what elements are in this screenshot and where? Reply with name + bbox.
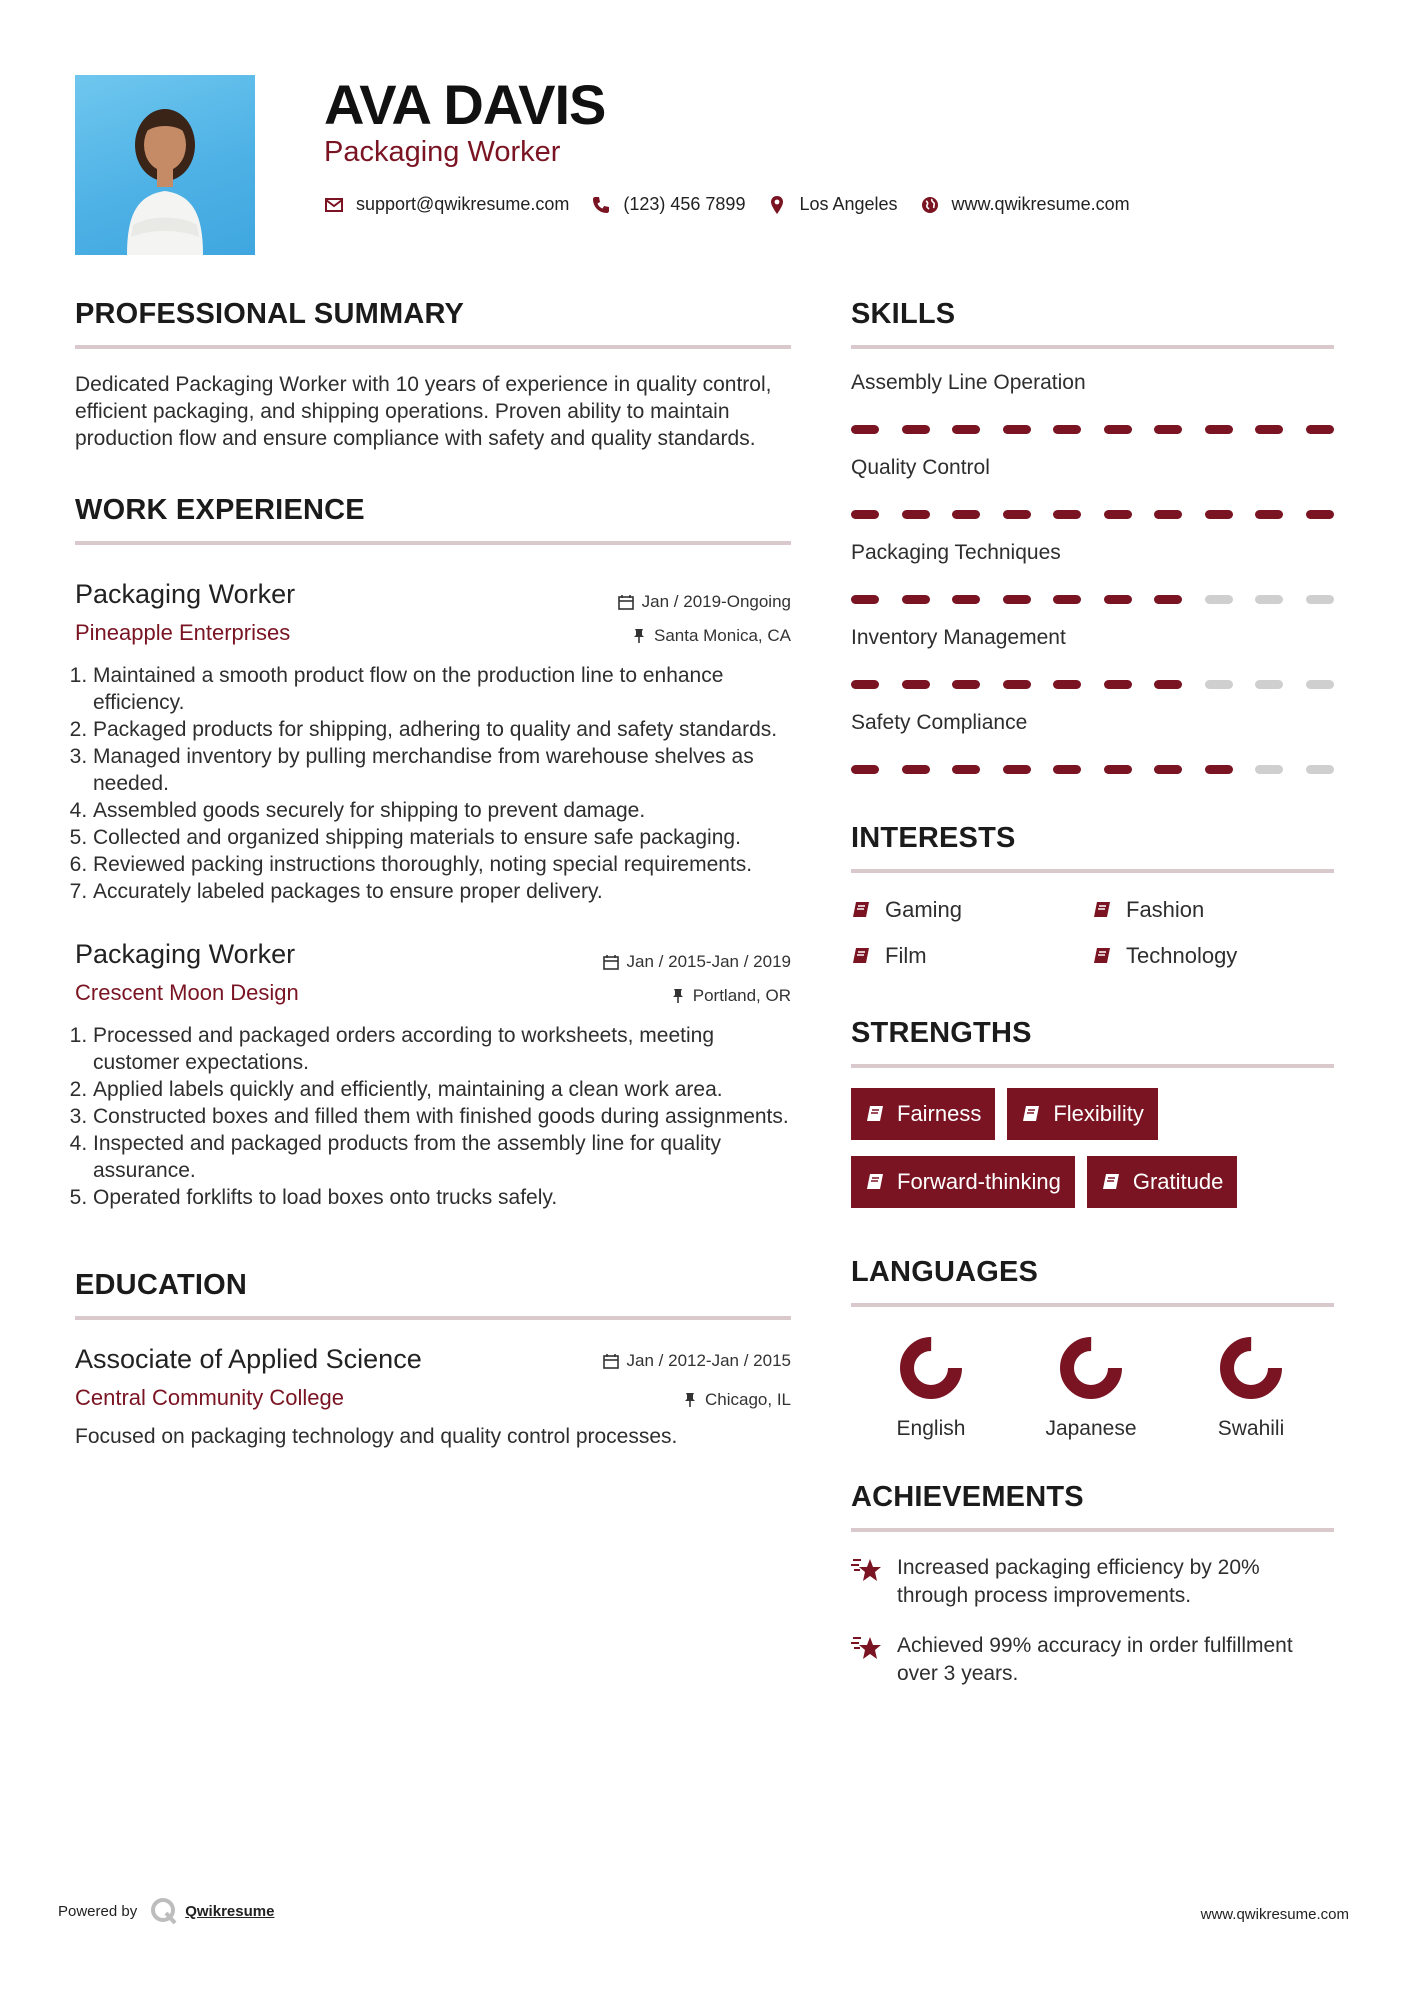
school-name: Central Community College xyxy=(75,1385,344,1410)
duty-item: 3. Managed inventory by pulling merchandise from warehouse shelves as needed. xyxy=(93,743,791,797)
job-dates: Jan / 2019-Ongoing xyxy=(641,592,791,611)
achievement-text: Increased packaging efficiency by 20% through process improvements. xyxy=(897,1556,1260,1607)
achievement-item xyxy=(851,1632,1334,1688)
education-entry xyxy=(75,1344,791,1450)
skill-level-segment xyxy=(902,510,930,519)
job-meta xyxy=(618,585,791,653)
education-description: Focused on packaging technology and quality control processes. xyxy=(75,1425,678,1448)
qwikresume-logo-icon xyxy=(149,1896,179,1926)
skill-level-segment xyxy=(1205,765,1233,774)
pin-icon xyxy=(671,988,685,1004)
languages-section xyxy=(851,1256,1334,1441)
strength-tag xyxy=(851,1088,995,1140)
skill-level-segment xyxy=(902,680,930,689)
achievements-heading: ACHIEVEMENTS xyxy=(851,1481,1334,1532)
strength-label: Flexibility xyxy=(1053,1101,1144,1126)
skill-level-bar xyxy=(851,425,1334,434)
skill-label: Quality Control xyxy=(851,456,990,479)
language-level-ring xyxy=(896,1333,966,1403)
job-duties xyxy=(75,1022,791,1211)
summary-text: Dedicated Packaging Worker with 10 years of experience in quality control, efficient packaging, and shipping operations. Proven ability to maintain production flow and ensure compliance with safety and quality standards. xyxy=(75,373,772,450)
contact-phone[interactable] xyxy=(591,194,745,215)
education-dates: Jan / 2012-Jan / 2015 xyxy=(626,1351,791,1370)
skill-level-segment xyxy=(1255,765,1283,774)
book-icon xyxy=(851,900,871,920)
skill-level-segment xyxy=(1104,510,1132,519)
skill-level-segment xyxy=(1053,680,1081,689)
skill-level-segment xyxy=(952,680,980,689)
language-name: Japanese xyxy=(1045,1417,1137,1440)
skill-item xyxy=(851,711,1334,774)
skill-level-segment xyxy=(1053,765,1081,774)
interest-label: Film xyxy=(885,943,927,968)
strengths-list xyxy=(851,1088,1334,1224)
skill-level-segment xyxy=(1255,425,1283,434)
interest-item xyxy=(851,943,1092,969)
book-icon xyxy=(1101,1172,1121,1192)
language-name: Swahili xyxy=(1217,1417,1285,1440)
skill-level-segment xyxy=(851,765,879,774)
website-text[interactable]: www.qwikresume.com xyxy=(951,194,1130,214)
interest-item xyxy=(1092,897,1333,923)
skills-list xyxy=(851,371,1334,774)
job-location: Portland, OR xyxy=(692,986,791,1005)
job-title: Packaging Worker xyxy=(75,579,296,609)
calendar-icon xyxy=(603,1353,619,1369)
language-item xyxy=(851,1333,1011,1441)
skill-level-segment xyxy=(1053,595,1081,604)
skill-level-segment xyxy=(1003,510,1031,519)
skill-level-segment xyxy=(1003,680,1031,689)
strengths-section xyxy=(851,1017,1334,1224)
job-duties xyxy=(75,662,791,905)
skill-level-bar xyxy=(851,680,1334,689)
contact-website[interactable] xyxy=(920,194,1130,215)
skill-level-segment xyxy=(1154,765,1182,774)
book-icon xyxy=(865,1172,885,1192)
contact-location xyxy=(767,194,897,215)
duty-item: 5. Operated forklifts to load boxes onto trucks safely. xyxy=(93,1184,791,1211)
skill-level-segment xyxy=(851,680,879,689)
job-meta xyxy=(603,945,791,1013)
job-entry xyxy=(75,939,791,1211)
interest-label: Technology xyxy=(1126,943,1238,968)
phone-icon xyxy=(591,195,611,215)
calendar-icon xyxy=(603,954,619,970)
education-heading: EDUCATION xyxy=(75,1269,791,1320)
skill-level-segment xyxy=(851,595,879,604)
globe-icon xyxy=(920,195,940,215)
degree-title: Associate of Applied Science xyxy=(75,1344,422,1374)
pin-icon xyxy=(632,628,646,644)
job-entry xyxy=(75,579,791,905)
skill-level-segment xyxy=(1003,595,1031,604)
star-award-icon xyxy=(851,1634,883,1662)
skill-level-segment xyxy=(1003,425,1031,434)
duty-item: 1. Maintained a smooth product flow on the production line to enhance efficiency. xyxy=(93,662,791,716)
strength-tag xyxy=(851,1156,1075,1208)
interest-label: Gaming xyxy=(885,897,963,922)
book-icon xyxy=(851,946,871,966)
skill-level-segment xyxy=(952,510,980,519)
right-column xyxy=(851,298,1334,1688)
skill-level-segment xyxy=(1255,595,1283,604)
book-icon xyxy=(1021,1104,1041,1124)
skill-level-segment xyxy=(1306,680,1334,689)
job-company: Crescent Moon Design xyxy=(75,980,299,1005)
book-icon xyxy=(1092,900,1112,920)
email-text[interactable]: support@qwikresume.com xyxy=(356,194,570,214)
pin-icon xyxy=(683,1392,697,1408)
footer-powered xyxy=(58,1896,274,1926)
skill-level-segment xyxy=(1104,680,1132,689)
skill-level-segment xyxy=(1306,595,1334,604)
left-column xyxy=(75,298,791,1450)
skills-heading: SKILLS xyxy=(851,298,1334,349)
skill-label: Safety Compliance xyxy=(851,711,1028,734)
job-dates: Jan / 2015-Jan / 2019 xyxy=(626,952,791,971)
duty-item: 6. Reviewed packing instructions thoroughly, noting special requirements. xyxy=(93,851,791,878)
contact-email[interactable] xyxy=(324,194,569,215)
profile-photo xyxy=(75,75,255,255)
achievement-text: Achieved 99% accuracy in order fulfillment over 3 years. xyxy=(897,1634,1293,1685)
footer-website[interactable]: www.qwikresume.com xyxy=(1200,1906,1349,1923)
duty-item: 7. Accurately labeled packages to ensure proper delivery. xyxy=(93,878,791,905)
skill-level-segment xyxy=(851,510,879,519)
book-icon xyxy=(865,1104,885,1124)
language-item xyxy=(1011,1333,1171,1441)
duty-item: 3. Constructed boxes and filled them with finished goods during assignments. xyxy=(93,1103,791,1130)
skill-level-bar xyxy=(851,765,1334,774)
language-item xyxy=(1171,1333,1331,1441)
interests-section xyxy=(851,822,1334,969)
strength-tag xyxy=(1007,1088,1157,1140)
experience-heading: WORK EXPERIENCE xyxy=(75,494,791,545)
location-text: Los Angeles xyxy=(799,194,898,214)
interest-item xyxy=(851,897,1092,923)
skill-level-segment xyxy=(1205,510,1233,519)
strengths-heading: STRENGTHS xyxy=(851,1017,1334,1068)
skill-level-segment xyxy=(1255,510,1283,519)
language-name: English xyxy=(896,1417,966,1440)
skill-label: Packaging Techniques xyxy=(851,541,1061,564)
candidate-name: AVA DAVIS xyxy=(324,73,606,136)
education-meta xyxy=(603,1344,791,1422)
language-level-ring xyxy=(1216,1333,1286,1403)
skill-level-segment xyxy=(902,595,930,604)
map-pin-icon xyxy=(767,195,787,215)
skill-level-segment xyxy=(1255,680,1283,689)
candidate-title: Packaging Worker xyxy=(324,136,561,168)
language-level-ring xyxy=(1056,1333,1126,1403)
languages-list xyxy=(851,1333,1334,1441)
strength-label: Gratitude xyxy=(1132,1169,1224,1194)
summary-section xyxy=(75,298,791,452)
skill-item xyxy=(851,371,1334,434)
strength-tag xyxy=(1087,1156,1238,1208)
skill-level-segment xyxy=(1053,425,1081,434)
skill-level-segment xyxy=(1154,595,1182,604)
duty-item: 4. Inspected and packaged products from the assembly line for quality assurance. xyxy=(93,1130,791,1184)
education-section xyxy=(75,1269,791,1450)
star-award-icon xyxy=(851,1556,883,1584)
languages-heading: LANGUAGES xyxy=(851,1256,1334,1307)
skill-item xyxy=(851,626,1334,689)
contact-bar xyxy=(324,194,1152,215)
interests-list xyxy=(851,897,1334,969)
skill-level-segment xyxy=(952,425,980,434)
achievements-section xyxy=(851,1481,1334,1688)
skill-level-bar xyxy=(851,510,1334,519)
duty-item: 5. Collected and organized shipping materials to ensure safe packaging. xyxy=(93,824,791,851)
skill-level-segment xyxy=(902,425,930,434)
duty-item: 4. Assembled goods securely for shipping to prevent damage. xyxy=(93,797,791,824)
skill-level-bar xyxy=(851,595,1334,604)
skill-level-segment xyxy=(1003,765,1031,774)
education-location: Chicago, IL xyxy=(705,1390,791,1409)
skill-level-segment xyxy=(1205,680,1233,689)
skill-level-segment xyxy=(1306,510,1334,519)
skill-label: Inventory Management xyxy=(851,626,1066,649)
mail-icon xyxy=(324,195,344,215)
strength-label: Forward-thinking xyxy=(897,1169,1061,1194)
achievement-item xyxy=(851,1554,1334,1610)
skill-level-segment xyxy=(1306,765,1334,774)
skill-level-segment xyxy=(1104,425,1132,434)
skill-label: Assembly Line Operation xyxy=(851,371,1086,394)
skill-level-segment xyxy=(1154,680,1182,689)
skill-level-segment xyxy=(851,425,879,434)
skill-level-segment xyxy=(1104,595,1132,604)
summary-heading: PROFESSIONAL SUMMARY xyxy=(75,298,791,349)
duty-item: 1. Processed and packaged orders according to worksheets, meeting customer expectations. xyxy=(93,1022,791,1076)
interests-heading: INTERESTS xyxy=(851,822,1334,873)
job-title: Packaging Worker xyxy=(75,939,296,969)
strength-label: Fairness xyxy=(897,1101,982,1126)
skill-item xyxy=(851,541,1334,604)
skill-level-segment xyxy=(1154,425,1182,434)
skill-level-segment xyxy=(1154,510,1182,519)
skills-section xyxy=(851,298,1334,774)
job-company: Pineapple Enterprises xyxy=(75,620,291,645)
interest-label: Fashion xyxy=(1126,897,1205,922)
duty-item: 2. Applied labels quickly and efficiently, maintaining a clean work area. xyxy=(93,1076,791,1103)
powered-by-text: Powered by xyxy=(58,1902,138,1920)
book-icon xyxy=(1092,946,1112,966)
skill-level-segment xyxy=(1205,595,1233,604)
footer-brand-link[interactable]: Qwikresume xyxy=(185,1902,275,1920)
skill-level-segment xyxy=(1306,425,1334,434)
skill-level-segment xyxy=(952,595,980,604)
calendar-icon xyxy=(618,594,634,610)
skill-level-segment xyxy=(1053,510,1081,519)
duty-item: 2. Packaged products for shipping, adhering to quality and safety standards. xyxy=(93,716,791,743)
job-location: Santa Monica, CA xyxy=(653,626,791,645)
interest-item xyxy=(1092,943,1333,969)
phone-text[interactable]: (123) 456 7899 xyxy=(623,194,746,214)
skill-level-segment xyxy=(1104,765,1132,774)
skill-level-segment xyxy=(902,765,930,774)
skill-level-segment xyxy=(952,765,980,774)
skill-level-segment xyxy=(1205,425,1233,434)
experience-section xyxy=(75,494,791,1211)
skill-item xyxy=(851,456,1334,519)
